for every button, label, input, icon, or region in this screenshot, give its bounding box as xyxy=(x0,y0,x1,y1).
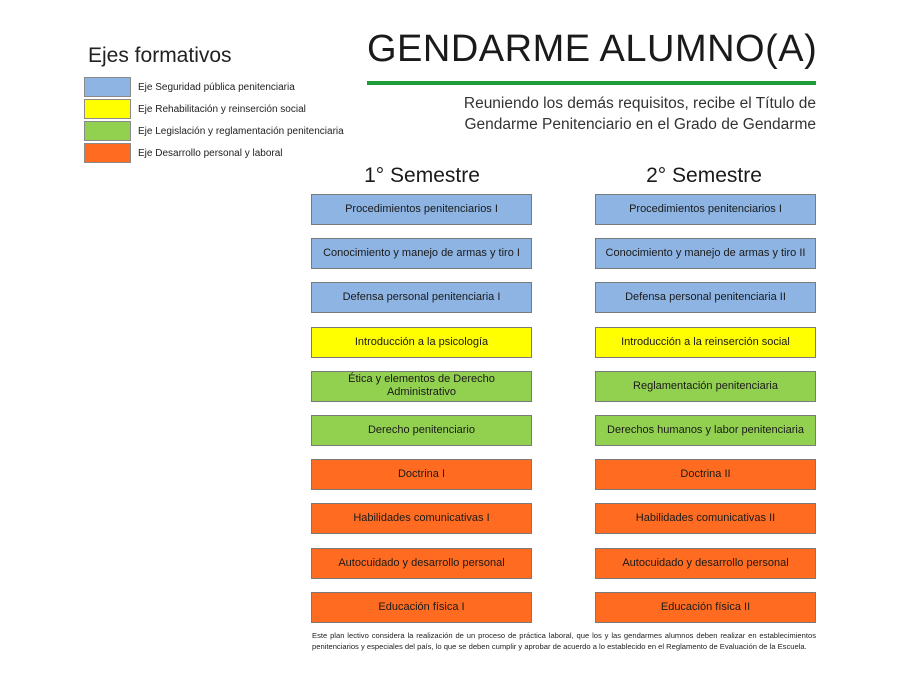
course-box: Autocuidado y desarrollo personal xyxy=(595,548,816,579)
legend-swatch xyxy=(84,77,131,97)
legend-label: Eje Legislación y reglamentación penitenciaria xyxy=(138,125,344,137)
legend-title: Ejes formativos xyxy=(88,44,232,67)
course-box: Defensa personal penitenciaria I xyxy=(311,282,532,313)
subtitle-line: Reuniendo los demás requisitos, recibe el Título de xyxy=(463,95,816,112)
semester-1-title: 1° Semestre xyxy=(364,164,480,187)
legend-label: Eje Rehabilitación y reinserción social xyxy=(138,103,306,115)
course-box: Introducción a la psicología xyxy=(311,327,532,358)
legend-item-legislacion xyxy=(84,120,344,142)
course-box: Doctrina I xyxy=(311,459,532,490)
course-box: Doctrina II xyxy=(595,459,816,490)
course-box: Educación física I xyxy=(311,592,532,623)
legend-label: Eje Seguridad pública penitenciaria xyxy=(138,81,295,93)
course-box: Reglamentación penitenciaria xyxy=(595,371,816,402)
semester-2-column xyxy=(595,194,816,636)
course-box: Habilidades comunicativas II xyxy=(595,503,816,534)
legend-label: Eje Desarrollo personal y laboral xyxy=(138,147,283,159)
legend-swatch xyxy=(84,99,131,119)
course-box: Conocimiento y manejo de armas y tiro II xyxy=(595,238,816,269)
course-box: Ética y elementos de Derecho Administrativo xyxy=(311,371,532,402)
course-box: Conocimiento y manejo de armas y tiro I xyxy=(311,238,532,269)
course-box: Educación física II xyxy=(595,592,816,623)
footnote: Este plan lectivo considera la realización de un proceso de práctica laboral, que los y las gendarmes alumnos deben realizar en establecimientos penitenciarios y especiales del país, lo que se deben cumplir y aprobar de acuerdo a lo establecido en el Reglamento de Evaluación de la Escuela. xyxy=(312,631,816,651)
legend xyxy=(84,76,344,164)
title-divider xyxy=(367,81,816,85)
course-box: Defensa personal penitenciaria II xyxy=(595,282,816,313)
legend-item-rehabilitacion xyxy=(84,98,344,120)
course-box: Introducción a la reinserción social xyxy=(595,327,816,358)
semester-1-column xyxy=(311,194,532,636)
course-box: Derechos humanos y labor penitenciaria xyxy=(595,415,816,446)
page-title: GENDARME ALUMNO(A) xyxy=(367,28,818,70)
course-box: Derecho penitenciario xyxy=(311,415,532,446)
course-box: Autocuidado y desarrollo personal xyxy=(311,548,532,579)
subtitle xyxy=(380,93,816,135)
legend-swatch xyxy=(84,121,131,141)
subtitle-line: Gendarme Penitenciario en el Grado de Gendarme xyxy=(464,116,816,133)
course-box: Habilidades comunicativas I xyxy=(311,503,532,534)
legend-item-desarrollo xyxy=(84,142,344,164)
course-box: Procedimientos penitenciarios I xyxy=(311,194,532,225)
course-box: Procedimientos penitenciarios I xyxy=(595,194,816,225)
legend-swatch xyxy=(84,143,131,163)
legend-item-seguridad xyxy=(84,76,344,98)
semester-2-title: 2° Semestre xyxy=(646,164,762,187)
